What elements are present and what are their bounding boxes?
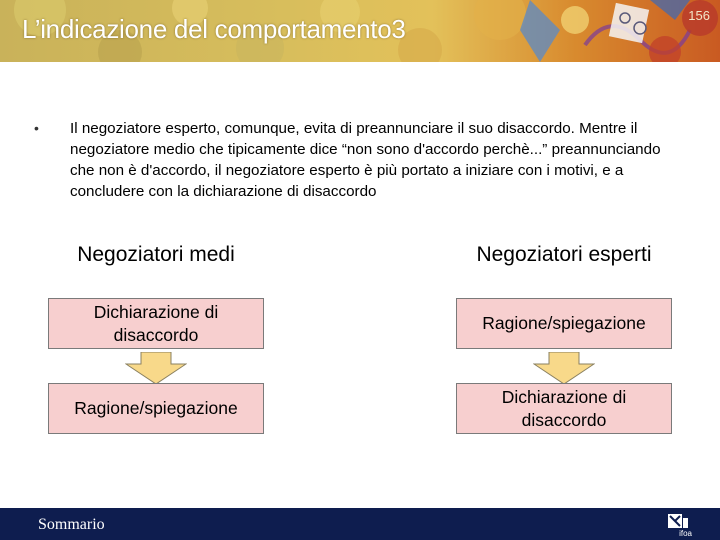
down-arrow-icon bbox=[125, 352, 187, 385]
heading-expert-negotiators: Negoziatori esperti bbox=[476, 243, 652, 266]
step-box-left-1: Dichiarazione di disaccordo bbox=[48, 298, 264, 349]
step-box-right-1: Ragione/spiegazione bbox=[456, 298, 672, 349]
header-banner bbox=[0, 0, 720, 62]
step-box-right-2: Dichiarazione di disaccordo bbox=[456, 383, 672, 434]
down-arrow-icon bbox=[533, 352, 595, 385]
page-number: 156 bbox=[688, 8, 710, 23]
bullet-paragraph bbox=[34, 118, 684, 202]
sommario-link[interactable]: Sommario bbox=[38, 516, 105, 533]
bullet-marker: • bbox=[34, 120, 39, 136]
slide-title: L’indicazione del comportamento3 bbox=[22, 14, 406, 44]
step-box-left-2: Ragione/spiegazione bbox=[48, 383, 264, 434]
footer-bar bbox=[0, 508, 720, 540]
ifoa-logo-text: ifoa bbox=[679, 529, 692, 538]
heading-average-negotiators: Negoziatori medi bbox=[77, 243, 235, 266]
bullet-text: Il negoziatore esperto, comunque, evita di preannunciare il suo disaccordo. Mentre il negoziatore medio che tipicamente dice “non sono d'accordo perchè...” preannunciando che non è d'accordo, il negoziatore esperto è più portato a iniziare con i motivi, e a concludere con la dichiarazione di disaccordo bbox=[70, 120, 661, 200]
